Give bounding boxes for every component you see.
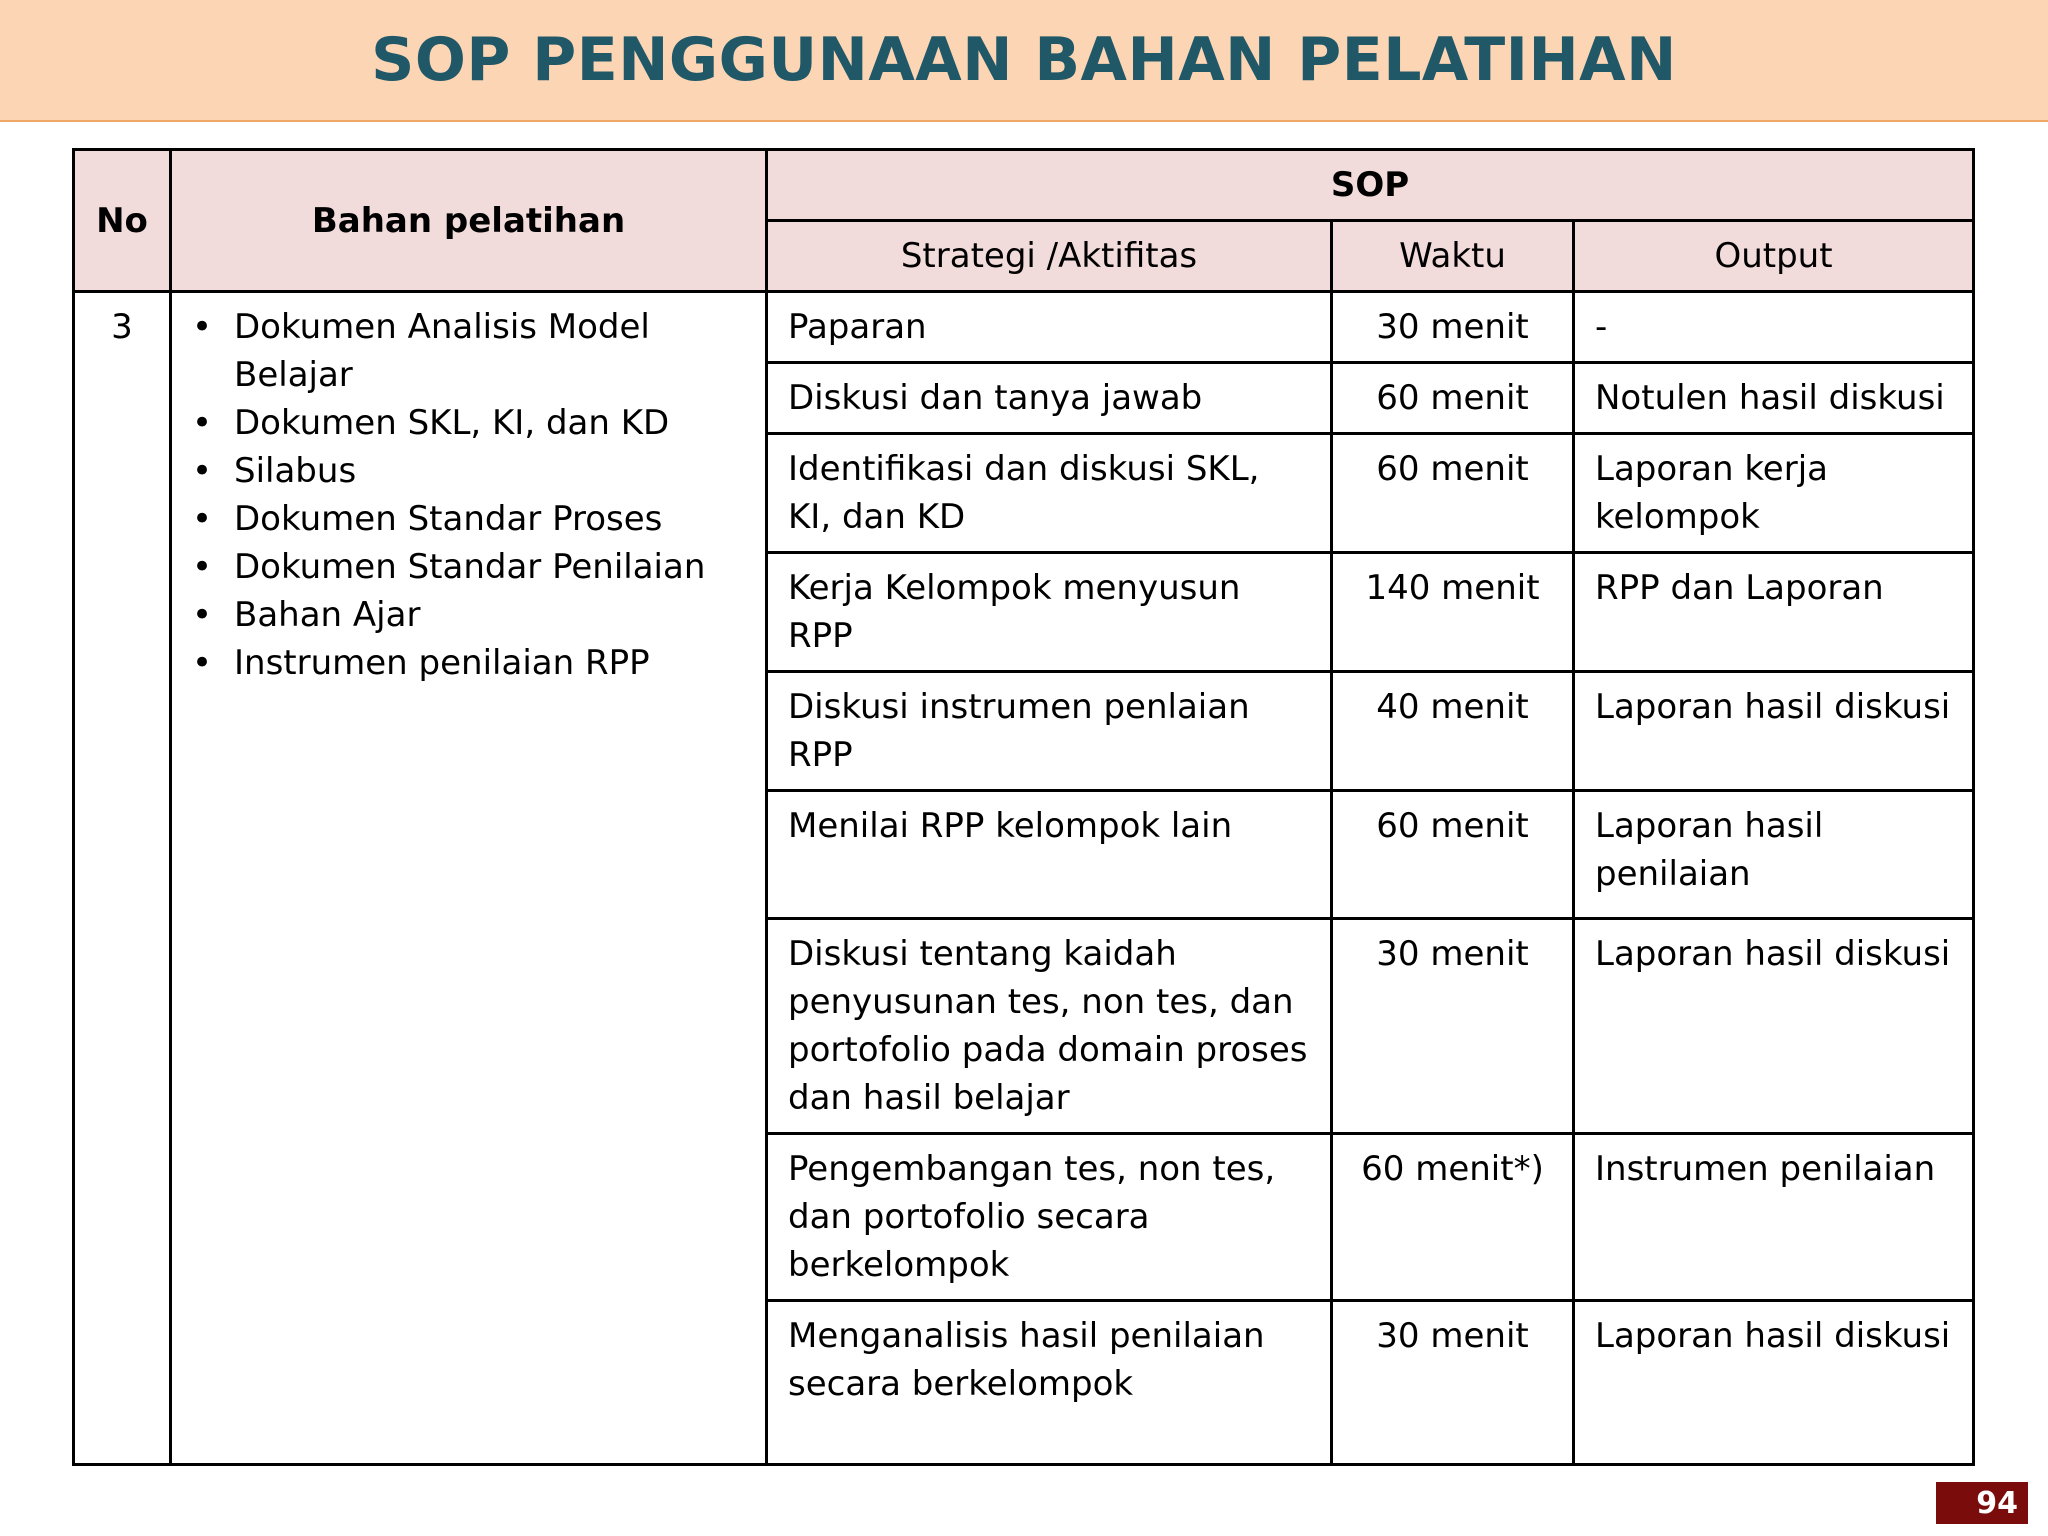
cell-output: Laporan hasil penilaian xyxy=(1574,791,1974,919)
cell-waktu: 30 menit xyxy=(1332,292,1574,363)
sop-table xyxy=(72,148,1975,1466)
bahan-list xyxy=(192,303,745,687)
cell-output: Instrumen penilaian xyxy=(1574,1134,1974,1301)
bullet-icon: • xyxy=(192,643,213,683)
header-row-1 xyxy=(74,150,1974,221)
bullet-icon: • xyxy=(192,403,213,443)
bullet-icon: • xyxy=(192,499,213,539)
header-strategi: Strategi /Aktifitas xyxy=(767,221,1332,292)
cell-waktu: 140 menit xyxy=(1332,553,1574,672)
cell-strategi: Kerja Kelompok menyusun RPP xyxy=(767,553,1332,672)
cell-output: Laporan kerja kelompok xyxy=(1574,434,1974,553)
list-item: • Dokumen SKL, KI, dan KD xyxy=(192,399,745,447)
cell-output: Laporan hasil diskusi xyxy=(1574,919,1974,1134)
title-band xyxy=(0,0,2048,122)
cell-strategi: Menilai RPP kelompok lain xyxy=(767,791,1332,919)
cell-bahan xyxy=(171,292,767,1465)
list-item: • Bahan Ajar xyxy=(192,591,745,639)
bullet-icon: • xyxy=(192,547,213,587)
header-bahan: Bahan pelatihan xyxy=(171,150,767,292)
cell-waktu: 30 menit xyxy=(1332,919,1574,1134)
bullet-icon: • xyxy=(192,307,213,347)
cell-output: RPP dan Laporan xyxy=(1574,553,1974,672)
list-item: • Silabus xyxy=(192,447,745,495)
list-item: • Dokumen Standar Proses xyxy=(192,495,745,543)
header-waktu: Waktu xyxy=(1332,221,1574,292)
cell-strategi: Menganalisis hasil penilaian secara berkelompok xyxy=(767,1301,1332,1465)
list-item: • Dokumen Standar Penilaian xyxy=(192,543,745,591)
cell-waktu: 40 menit xyxy=(1332,672,1574,791)
bullet-icon: • xyxy=(192,595,213,635)
cell-strategi: Diskusi dan tanya jawab xyxy=(767,363,1332,434)
header-no: No xyxy=(74,150,171,292)
cell-strategi: Pengembangan tes, non tes, dan portofolio secara berkelompok xyxy=(767,1134,1332,1301)
page-title: SOP PENGGUNAAN BAHAN PELATIHAN xyxy=(371,25,1677,95)
cell-output: Laporan hasil diskusi xyxy=(1574,1301,1974,1465)
cell-output: Notulen hasil diskusi xyxy=(1574,363,1974,434)
list-item: • Dokumen Analisis Model Belajar xyxy=(192,303,745,399)
cell-strategi: Paparan xyxy=(767,292,1332,363)
cell-output: Laporan hasil diskusi xyxy=(1574,672,1974,791)
cell-output: - xyxy=(1574,292,1974,363)
cell-waktu: 60 menit xyxy=(1332,363,1574,434)
list-item: • Instrumen penilaian RPP xyxy=(192,639,745,687)
cell-strategi: Diskusi instrumen penlaian RPP xyxy=(767,672,1332,791)
cell-strategi: Diskusi tentang kaidah penyusunan tes, non tes, dan portofolio pada domain proses dan hasil belajar xyxy=(767,919,1332,1134)
cell-waktu: 60 menit xyxy=(1332,434,1574,553)
page-number-badge: 94 xyxy=(1936,1482,2028,1524)
cell-strategi: Identifikasi dan diskusi SKL, KI, dan KD xyxy=(767,434,1332,553)
cell-waktu: 30 menit xyxy=(1332,1301,1574,1465)
header-output: Output xyxy=(1574,221,1974,292)
table-row xyxy=(74,292,1974,363)
bullet-icon: • xyxy=(192,451,213,491)
cell-waktu: 60 menit*) xyxy=(1332,1134,1574,1301)
header-sop: SOP xyxy=(767,150,1974,221)
cell-no: 3 xyxy=(74,292,171,1465)
cell-waktu: 60 menit xyxy=(1332,791,1574,919)
